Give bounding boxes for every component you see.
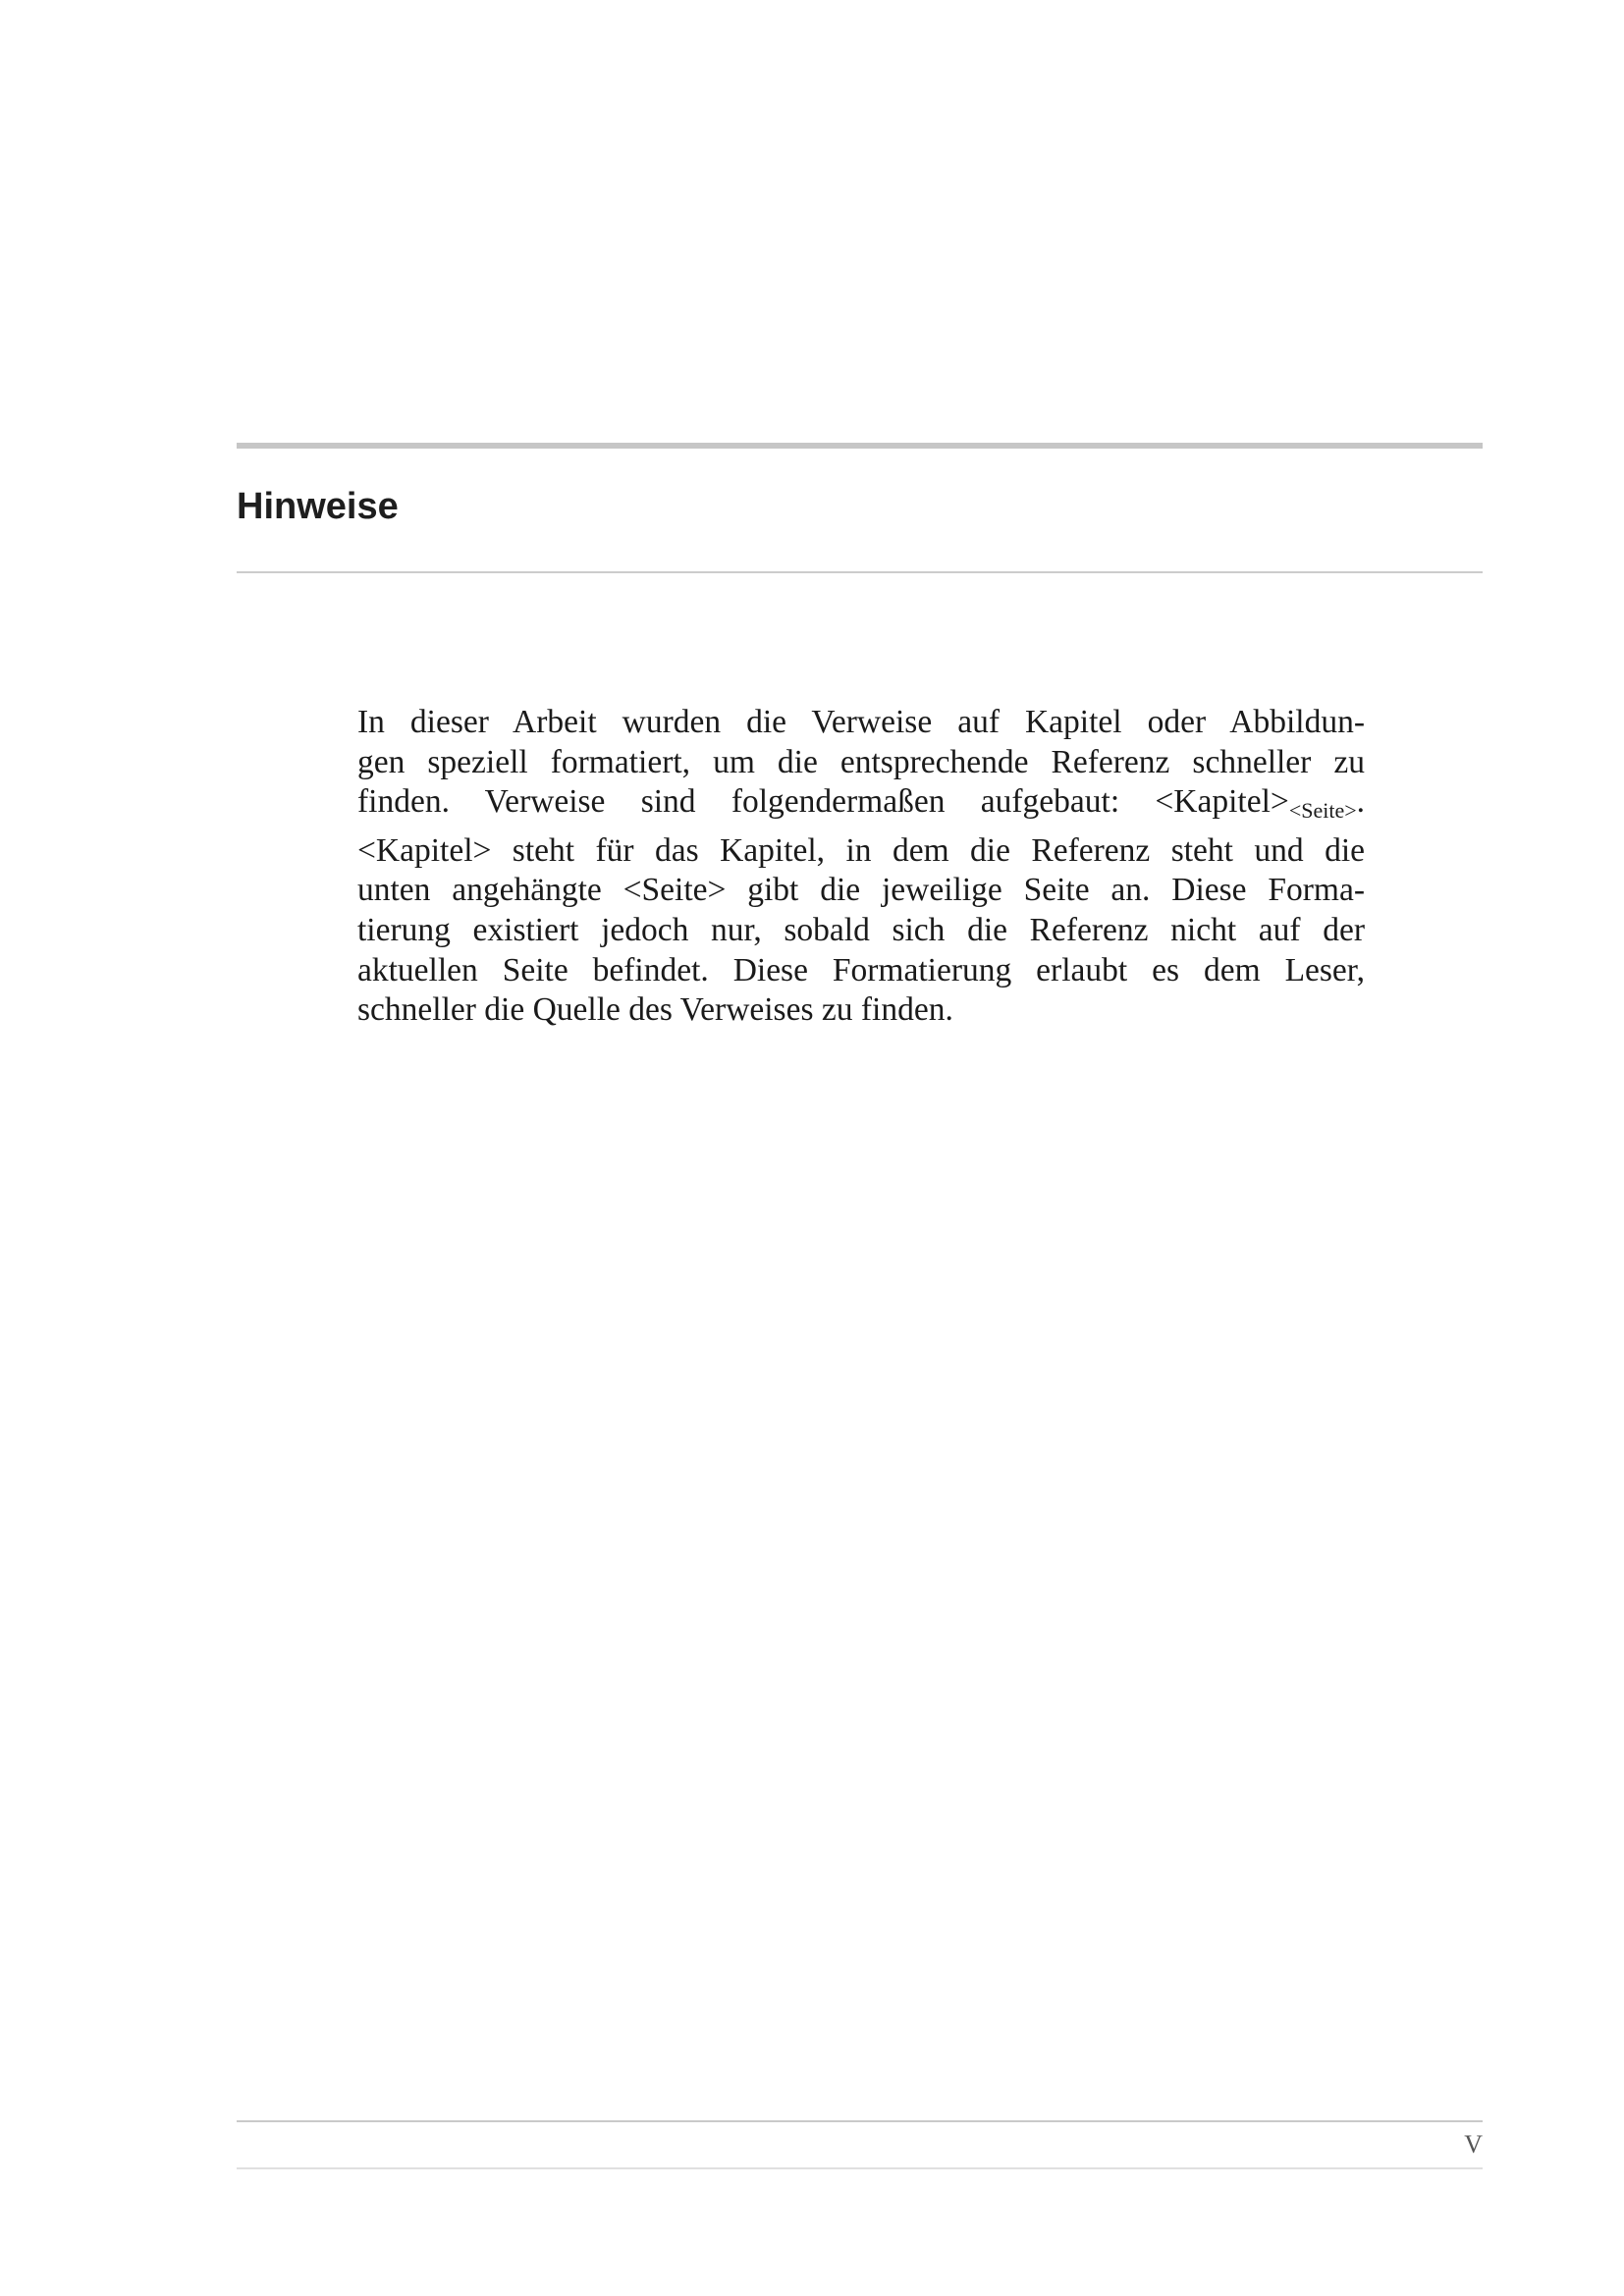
paragraph-text: finden. Verweise sind folgendermaßen aufgebaut: <Kapitel> xyxy=(357,783,1289,821)
footer-top-rule xyxy=(237,2120,1483,2122)
paragraph-line: In dieser Arbeit wurden die Verweise auf Kapitel oder Abbildun- xyxy=(357,704,1365,740)
page-subscript: <Seite> xyxy=(1288,798,1357,824)
chapter-top-rule xyxy=(237,443,1483,449)
chapter-title-underline xyxy=(237,571,1483,573)
footer-bottom-rule xyxy=(237,2167,1483,2169)
paragraph-line: aktuellen Seite befindet. Diese Formatierung erlaubt es dem Leser, xyxy=(357,951,1365,988)
page-number: V xyxy=(1464,2130,1483,2159)
paragraph-line: unten angehängte <Seite> gibt die jeweilige Seite an. Diese Forma- xyxy=(357,872,1365,909)
body-paragraph xyxy=(357,703,1365,1031)
paragraph-line: tierung existiert jedoch nur, sobald sich die Referenz nicht auf der xyxy=(357,911,1365,948)
paragraph-line: <Kapitel> steht für das Kapitel, in dem die Referenz steht und die xyxy=(357,831,1365,869)
paragraph-line-with-subscript xyxy=(357,782,1365,831)
paragraph-line: gen speziell formatiert, um die entsprechende Referenz schneller zu xyxy=(357,743,1365,780)
paragraph-line: schneller die Quelle des Verweises zu finden. xyxy=(357,991,953,1029)
paragraph-text: . xyxy=(1356,783,1365,821)
chapter-title: Hinweise xyxy=(237,486,399,527)
